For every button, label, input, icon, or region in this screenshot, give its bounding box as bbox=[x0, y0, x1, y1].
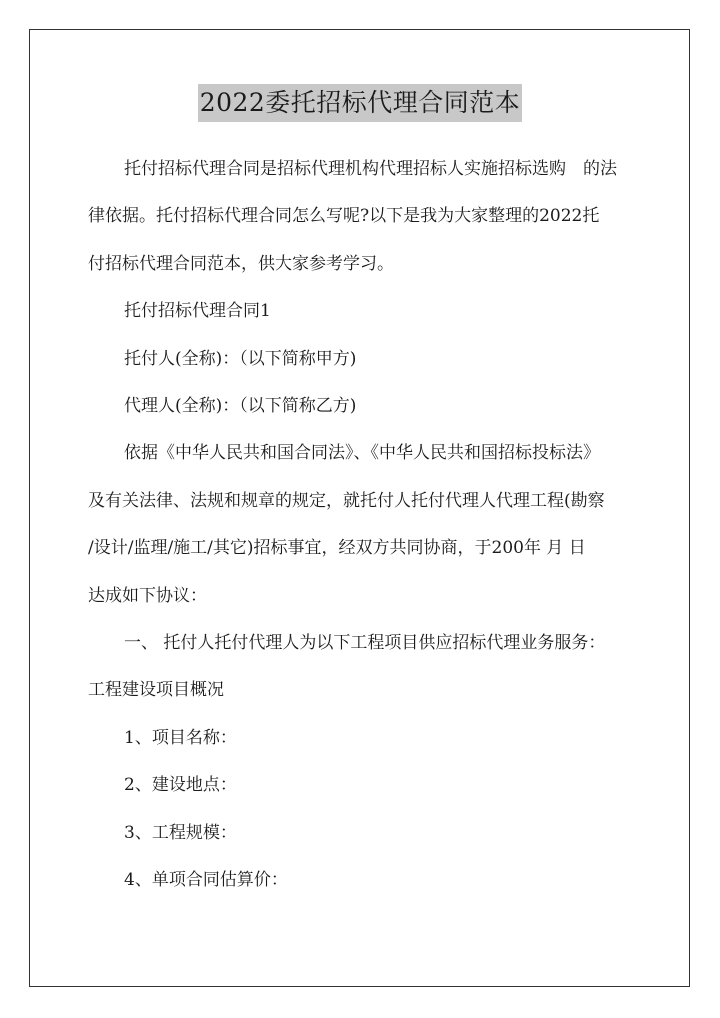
intro-line-2: 律依据。托付招标代理合同怎么写呢?以下是我为大家整理的2022托 bbox=[88, 206, 600, 227]
intro-line-3: 付招标代理合同范本，供大家参考学习。 bbox=[88, 253, 394, 274]
basis-line-4: 达成如下协议： bbox=[88, 585, 207, 606]
basis-line-2: 及有关法律、法规和规章的规定，就托付人托付代理人代理工程(勘察 bbox=[88, 490, 605, 511]
list-item-location: 2、建设地点： bbox=[124, 775, 237, 796]
basis-line-1: 依据《中华人民共和国合同法》、《中华人民共和国招标投标法》 bbox=[124, 443, 600, 464]
title-container bbox=[0, 84, 720, 122]
document-body bbox=[88, 146, 633, 905]
principal-line: 托付人(全称)：（以下简称甲方) bbox=[124, 348, 357, 369]
list-item-project-name: 1、项目名称： bbox=[124, 727, 237, 748]
document-title: 2022委托招标代理合同范本 bbox=[198, 84, 523, 122]
basis-line-3: /设计/监理/施工/其它)招标事宜，经双方共同协商，于200年 月 日 bbox=[88, 538, 586, 559]
clause-1-line: 一、 托付人托付代理人为以下工程项目供应招标代理业务服务： bbox=[124, 633, 606, 654]
list-item-estimated-price: 4、单项合同估算价： bbox=[124, 870, 288, 891]
contract-heading: 托付招标代理合同1 bbox=[124, 301, 271, 322]
overview-line: 工程建设项目概况 bbox=[88, 680, 224, 701]
list-item-scale: 3、工程规模： bbox=[124, 822, 237, 843]
agent-line: 代理人(全称)：（以下简称乙方) bbox=[124, 396, 357, 417]
intro-line-1: 托付招标代理合同是招标代理机构代理招标人实施招标选购 的法 bbox=[124, 159, 617, 179]
